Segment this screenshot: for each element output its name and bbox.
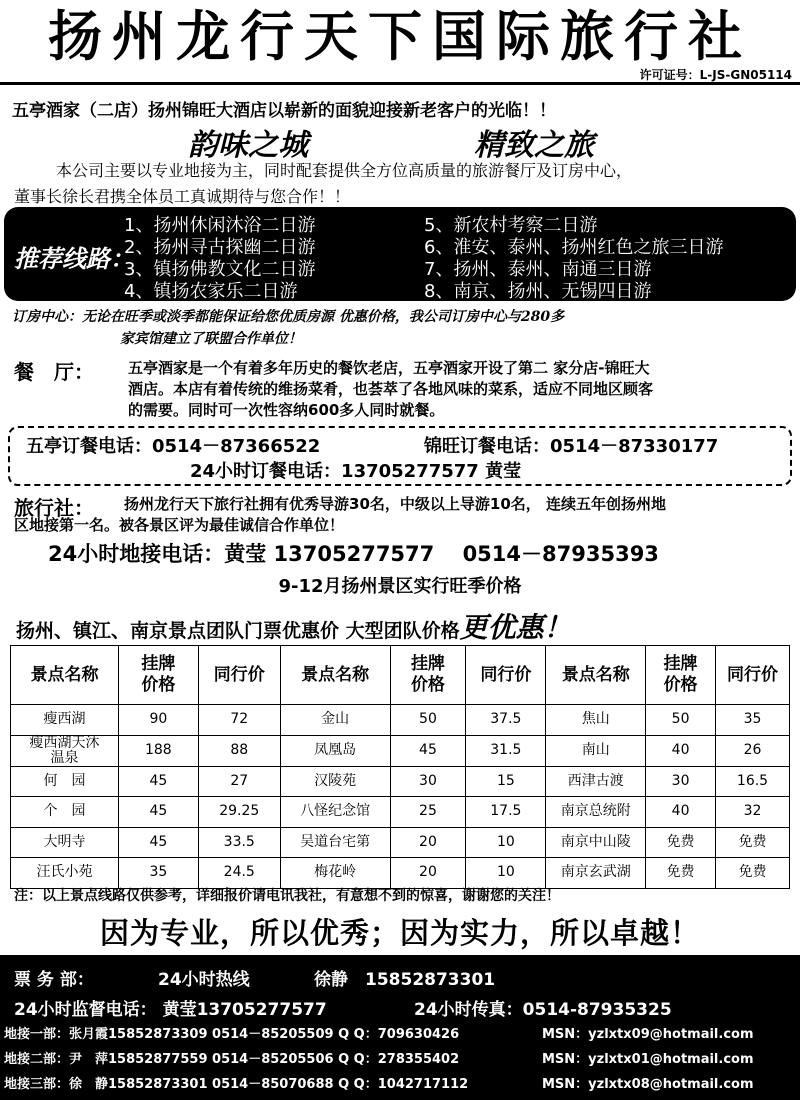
col-header: 同行价 [198,646,280,705]
col-header: 景点名称 [11,646,119,705]
allday-dining-phone: 24小时订餐电话：13705277577 黄莹 [190,461,522,482]
travel-agency-label: 旅行社： [14,496,94,520]
table-row [11,858,790,889]
cell: 八怪纪念馆 [280,797,390,828]
table-row [11,735,790,766]
route-item: 1、扬州休闲沐浴二日游 [124,215,316,236]
hotline-label: 24小时热线 [158,970,250,990]
dining-phones-box [8,426,792,486]
ticket-dept-label: 票 务 部： [14,970,94,990]
cell: 15 [466,766,546,797]
cell: 31.5 [466,735,546,766]
restaurant-label: 餐 厅： [14,360,94,384]
ticket-price-table [10,645,790,889]
header-divider [0,82,800,85]
motto: 因为专业，所以优秀；因为实力，所以卓越！ [99,916,700,950]
route-item: 2、扬州寻古探幽二日游 [124,237,316,258]
cell: 40 [646,735,716,766]
table-header-row [11,646,790,705]
cell: 免费 [646,858,716,889]
col-header: 挂牌价格 [118,646,198,705]
route-item: 5、新农村考察二日游 [424,215,598,236]
route-item: 8、南京、扬州、无锡四日游 [424,281,652,302]
promo-text: 扬州、镇江、南京景点团队门票优惠价 大型团队价格 [16,620,460,642]
col-header: 挂牌价格 [646,646,716,705]
disclaimer-note: 注：以上景点线路仅供参考，详细报价请电讯我社，有意想不到的惊喜，谢谢您的关注！ [14,888,560,904]
promo-emphasis: 更优惠！ [459,611,572,644]
agency-title: 扬州龙行天下国际旅行社 [48,4,752,68]
cell: 25 [390,797,466,828]
wuting-phone: 五亭订餐电话：0514－87366522 [26,436,321,457]
col-header: 同行价 [466,646,546,705]
table-row [11,705,790,736]
cell: 27 [198,766,280,797]
cell: 37.5 [466,705,546,736]
dept-contact: 地接三部：徐 静15852873301 0514－85070688 Q Q：1042717112 [4,1077,469,1092]
cell: 免费 [646,827,716,858]
cell: 凤凰岛 [280,735,390,766]
table-row [11,797,790,828]
route-item: 3、镇扬佛教文化二日游 [124,259,316,280]
restaurant-line-1: 五亭酒家是一个有着多年历史的餐饮老店，五亭酒家开设了第二 家分店-锦旺大 [128,359,650,377]
dept-contact: 地接一部：张月霞15852873309 0514－85205509 Q Q：709630426 [4,1027,460,1042]
company-description-2: 董事长徐长君携全体员工真诚期待与您合作！！ [14,187,351,206]
company-description: 本公司主要以专业地接为主，同时配套提供全方位高质量的旅游餐厅及订房中心， [56,161,633,180]
cell: 汪氏小苑 [11,858,119,889]
dept-contact: 地接二部：尹 萍15852877559 0514－85205506 Q Q：278355402 [4,1052,460,1067]
cell: 吴道台宅第 [280,827,390,858]
fax-number: 24小时传真：0514-87935325 [414,1000,672,1020]
cell: 188 [118,735,198,766]
cell: 17.5 [466,797,546,828]
hotel-line-2: 家宾馆建立了联盟合作单位！ [120,331,302,347]
table-row [11,827,790,858]
cell: 29.25 [198,797,280,828]
cell: 焦山 [546,705,646,736]
cell: 南京玄武湖 [546,858,646,889]
restaurant-line-3: 的需要。同时可一次性容纳600多人同时就餐。 [128,401,445,419]
cell: 10 [466,827,546,858]
cell: 26 [716,735,790,766]
cell: 45 [118,827,198,858]
col-header: 挂牌价格 [390,646,466,705]
cell: 何 园 [11,766,119,797]
dept-msn: MSN：yzlxtx09@hotmail.com [542,1027,754,1042]
cell: 瘦西湖 [11,705,119,736]
route-item: 6、淮安、泰州、扬州红色之旅三日游 [424,237,724,258]
cell: 16.5 [716,766,790,797]
cell: 72 [198,705,280,736]
restaurant-line-2: 酒店。本店有着传统的维扬菜肴，也荟萃了各地风味的菜系，适应不同地区顾客 [128,380,654,398]
jinwang-phone: 锦旺订餐电话：0514－87330177 [424,436,719,457]
dept-msn: MSN：yzlxtx08@hotmail.com [542,1077,754,1092]
restaurant-description [128,358,653,421]
table-row [11,766,790,797]
cell: 88 [198,735,280,766]
cell: 20 [390,827,466,858]
cell: 大明寺 [11,827,119,858]
cell: 20 [390,858,466,889]
cell: 45 [390,735,466,766]
cell: 个 园 [11,797,119,828]
cell: 免费 [716,858,790,889]
cell: 汉陵苑 [280,766,390,797]
routes-label: 推荐线路： [14,245,134,273]
cell: 90 [118,705,198,736]
travel-line-1: 扬州龙行天下旅行社拥有优秀导游30名，中级以上导游10名， 连续五年创扬州地 [124,495,666,513]
cell: 梅花岭 [280,858,390,889]
supervision-phone: 24小时监督电话： 黄莹13705277577 [14,1000,327,1020]
cell: 35 [118,858,198,889]
cell: 南山 [546,735,646,766]
ticket-contact: 徐静 15852873301 [314,970,496,990]
hotel-booking-text [12,306,564,350]
cell: 西津古渡 [546,766,646,797]
cell: 32 [716,797,790,828]
slogan-left: 韵味之城 [188,128,308,163]
cell: 50 [646,705,716,736]
slogan-right: 精致之旅 [474,128,594,163]
recommended-routes-panel [4,207,796,301]
cell: 24.5 [198,858,280,889]
col-header: 同行价 [716,646,790,705]
route-item: 4、镇扬农家乐二日游 [124,281,298,302]
cell: 45 [118,766,198,797]
cell: 10 [466,858,546,889]
cell: 免费 [716,827,790,858]
cell: 30 [390,766,466,797]
cell: 45 [118,797,198,828]
license-number: 许可证号：L-JS-GN05114 [639,68,792,82]
ground-hotline: 24小时地接电话：黄莹 13705277577 0514－87935393 [48,542,659,566]
travel-line-2: 区地接第一名。被各景区评为最佳诚信合作单位！ [14,516,345,534]
cell: 瘦西湖天沐温泉 [11,735,119,766]
hotel-line-1: 订房中心：无论在旺季或淡季都能保证给您优质房源 优惠价格，我公司订房中心与280多 [12,309,565,325]
cell: 南京中山陵 [546,827,646,858]
contact-footer [0,955,800,1100]
col-header: 景点名称 [546,646,646,705]
route-item: 7、扬州、泰州、南通三日游 [424,259,652,280]
intro-headline: 五亭酒家（二店）扬州锦旺大酒店以崭新的面貌迎接新老客户的光临！！ [12,101,556,121]
col-header: 景点名称 [280,646,390,705]
season-price-notice: 9-12月扬州景区实行旺季价格 [278,576,522,597]
group-ticket-promo [16,606,572,646]
travel-agency-description [14,494,666,536]
dept-msn: MSN：yzlxtx01@hotmail.com [542,1052,754,1067]
cell: 33.5 [198,827,280,858]
cell: 40 [646,797,716,828]
cell: 金山 [280,705,390,736]
cell: 50 [390,705,466,736]
cell: 35 [716,705,790,736]
cell: 南京总统附 [546,797,646,828]
cell: 30 [646,766,716,797]
